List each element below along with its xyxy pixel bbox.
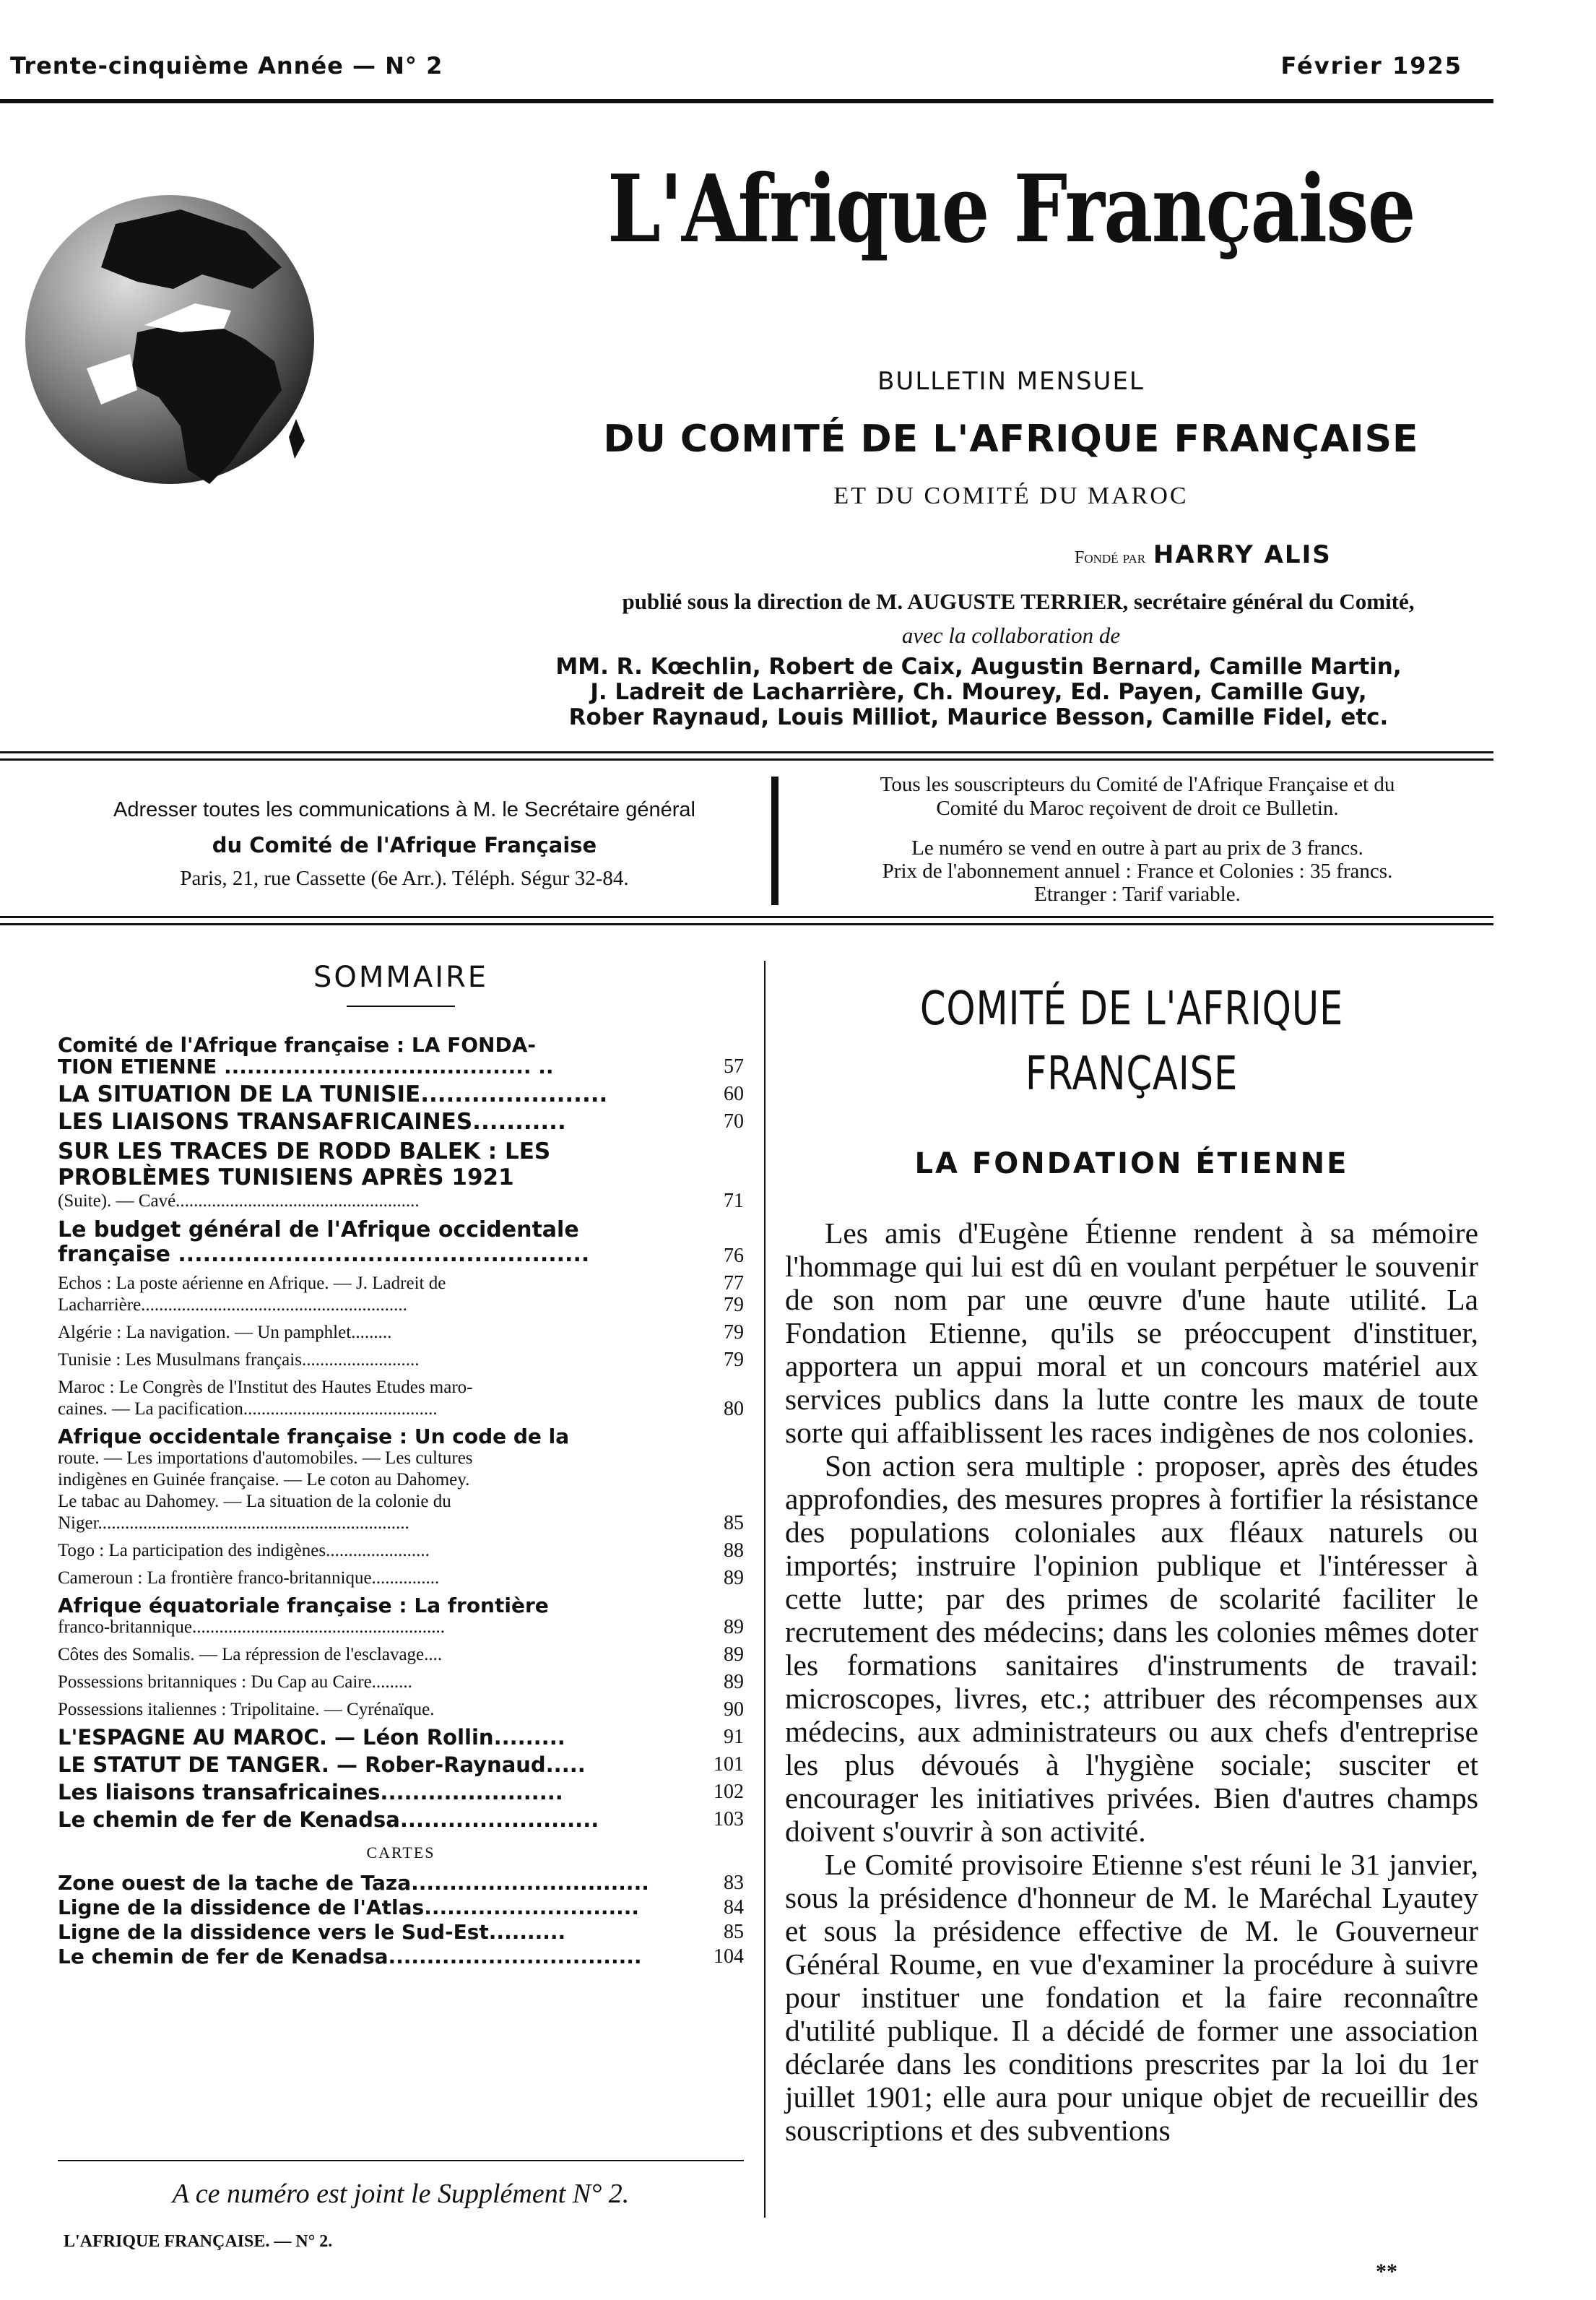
info-rule-2 bbox=[0, 923, 1493, 925]
toc-entry: L'ESPAGNE AU MAROC. — Léon Rollin......... 91 bbox=[58, 1725, 744, 1750]
header-rule-1 bbox=[0, 751, 1493, 753]
toc-entry: LA SITUATION DE LA TUNISIE...................... 60 bbox=[58, 1081, 744, 1107]
info-right-5: Etranger : Tarif variable. bbox=[1034, 883, 1241, 906]
toc-entry: Afrique équatoriale française : La frontière franco-britannique........................................................ 89 bbox=[58, 1594, 744, 1638]
toc-entry: Le chemin de fer de Kenadsa......................... 103 bbox=[58, 1807, 744, 1832]
info-right-4: Prix de l'abonnement annuel : France et Colonies : 35 francs. bbox=[882, 860, 1393, 883]
info-left-3: Paris, 21, rue Cassette (6e Arr.). Téléph. Ségur 32-84. bbox=[180, 867, 629, 890]
toc-entry: SUR LES TRACES DE RODD BALEK : LES PROBLÈMES TUNISIENS APRÈS 1921 (Suite). — Cavé...................................................... 71 bbox=[58, 1138, 744, 1212]
header-rule-2 bbox=[0, 758, 1493, 761]
issue-date: Février 1925 bbox=[1280, 52, 1462, 79]
top-rule bbox=[0, 99, 1493, 103]
paragraph: Son action sera multiple : proposer, après des études approfondies, des mesures propres à fortifier la résistance des populations coloniales aux fléaux naturels ou importés; instruire l'opinion publique et l'intéresser à cette lutte; par des primes de scolarité faciliter le recrutement des médecins; dans les colonies mêmes doter les formations sanitaires d'instruments de travail: microscopes, livres, etc.; attribuer des récompenses aux médecins, aux administrateurs ou aux chefs d'entreprise les plus dévoués à l'hygiène sociale; susciter et encourager les initiatives privées. Bien d'autres champs doivent s'ouvrir à son activité. bbox=[785, 1449, 1478, 1848]
info-right-3: Le numéro se vend en outre à part au prix de 3 francs. bbox=[911, 836, 1363, 860]
paragraph: Les amis d'Eugène Étienne rendent à sa mémoire l'hommage qui lui est dû en voulant perpétuer le souvenir de son nom par une œuvre d'une haute utilité. La Fondation Etienne, qu'ils se préoccupent d'instituer, apportera un appui moral et un concours matériel aux services publics dans la lutte contre les maux de toute sorte qui affaiblissent les races indigènes de nos colonies. bbox=[785, 1216, 1478, 1449]
carte-entry: Zone ouest de la tache de Taza............................... 83 bbox=[58, 1871, 744, 1895]
carte-entry: Ligne de la dissidence vers le Sud-Est.......... 85 bbox=[58, 1920, 744, 1944]
toc-entry: Echos : La poste aérienne en Afrique. — J. Ladreit de 77 bbox=[58, 1272, 744, 1294]
toc-entry: Les liaisons transafricaines....................... 102 bbox=[58, 1780, 744, 1804]
carte-entry: Le chemin de fer de Kenadsa................................. 104 bbox=[58, 1945, 744, 1968]
info-right-1: Tous les souscripteurs du Comité de l'Afrique Française et du bbox=[880, 773, 1395, 796]
direction-line: publié sous la direction de M. AUGUSTE TERRIER, secrétaire général du Comité, bbox=[622, 589, 1415, 614]
toc-entry: Afrique occidentale française : Un code de la route. — Les importations d'automobiles. — Les cultures indigènes en Guinée française. — Le coton au Dahomey. Le tabac au Dahomey. — La situation de la colonie du Niger..................................................................... 85 bbox=[58, 1424, 744, 1534]
toc-entry: LE STATUT DE TANGER. — Rober-Raynaud..... 101 bbox=[58, 1752, 744, 1777]
sommaire-underline bbox=[347, 1006, 455, 1007]
globe-illustration bbox=[14, 181, 318, 498]
sommaire-list bbox=[58, 1034, 744, 1971]
issue-number: Trente-cinquième Année — N° 2 bbox=[10, 52, 443, 79]
page-footer: L'AFRIQUE FRANÇAISE. — N° 2. bbox=[64, 2232, 333, 2251]
info-left-1: Adresser toutes les communications à M. le Secrétaire général bbox=[113, 798, 695, 821]
toc-entry: Possessions britanniques : Du Cap au Caire......... 89 bbox=[58, 1671, 744, 1693]
column-divider bbox=[764, 961, 766, 2218]
sommaire-end-rule bbox=[58, 2160, 744, 2161]
masthead-title: L'Afrique Française bbox=[607, 155, 1415, 264]
section-title: COMITÉ DE L'AFRIQUE FRANÇAISE bbox=[919, 982, 1344, 1101]
toc-entry: LES LIAISONS TRANSAFRICAINES........... 70 bbox=[58, 1109, 744, 1135]
supplement-note: A ce numéro est joint le Supplément N° 2. bbox=[172, 2179, 630, 2209]
comite-maroc: ET DU COMITÉ DU MAROC bbox=[833, 483, 1189, 509]
toc-entry: Algérie : La navigation. — Un pamphlet......... 79 bbox=[58, 1321, 744, 1344]
article-body bbox=[785, 1216, 1478, 2147]
carte-entry: Ligne de la dissidence de l'Atlas............................ 84 bbox=[58, 1895, 744, 1919]
collaboration-label: avec la collaboration de bbox=[901, 623, 1121, 648]
paragraph: Le Comité provisoire Etienne s'est réuni le 31 janvier, sous la présidence d'honneur de M. le Maréchal Lyautey et sous la présidence effective de M. le Gouverneur Général Roume, en vue d'examiner la procédure à suivre pour instituer une fondation et la faire reconnaître d'utilité publique. Il a décidé de former une association déclarée dans les conditions prescrites par la loi du 1er juillet 1901; elle aura pour unique objet de recueillir des souscriptions et des subventions bbox=[785, 1848, 1478, 2147]
founder-name: HARRY ALIS bbox=[1153, 540, 1332, 569]
toc-entry: Cameroun : La frontière franco-britannique............... 89 bbox=[58, 1567, 744, 1589]
comite-title: DU COMITÉ DE L'AFRIQUE FRANÇAISE bbox=[603, 418, 1419, 461]
founded-label: Fondé par bbox=[1075, 548, 1146, 567]
toc-entry: Comité de l'Afrique française : LA FONDA- TION ETIENNE ........................................ .. 57 bbox=[58, 1033, 744, 1078]
bulletin-mensuel: BULLETIN MENSUEL bbox=[877, 367, 1145, 396]
article-title: LA FONDATION ÉTIENNE bbox=[914, 1147, 1349, 1180]
collaborators-line-3: Rober Raynaud, Louis Milliot, Maurice Besson, Camille Fidel, etc. bbox=[568, 704, 1389, 730]
info-divider bbox=[771, 777, 779, 905]
toc-entry: Lacharrière........................................................... 79 bbox=[58, 1294, 744, 1316]
founded-by bbox=[1075, 540, 1332, 569]
toc-entry: Le budget général de l'Afrique occidentale française .................................................. 76 bbox=[58, 1217, 744, 1267]
sommaire-heading: SOMMAIRE bbox=[313, 961, 489, 994]
info-rule-1 bbox=[0, 916, 1493, 918]
toc-entry: Côtes des Somalis. — La répression de l'esclavage.... 89 bbox=[58, 1643, 744, 1666]
toc-entry: Maroc : Le Congrès de l'Institut des Hautes Etudes maro- caines. — La pacification........................................... 80 bbox=[58, 1378, 744, 1420]
info-right-2: Comité du Maroc reçoivent de droit ce Bulletin. bbox=[936, 797, 1339, 820]
toc-entry: Possessions italiennes : Tripolitaine. — Cyrénaïque. 90 bbox=[58, 1698, 744, 1721]
toc-entry: Tunisie : Les Musulmans français.......................... 79 bbox=[58, 1349, 744, 1371]
collaborators-line-2: J. Ladreit de Lacharrière, Ch. Mourey, Ed. Payen, Camille Guy, bbox=[590, 679, 1367, 705]
collaborators-line-1: MM. R. Kœchlin, Robert de Caix, Augustin Bernard, Camille Martin, bbox=[555, 654, 1402, 680]
cartes-heading: CARTES bbox=[366, 1843, 435, 1862]
signature-mark: ** bbox=[1376, 2260, 1397, 2283]
info-left-2: du Comité de l'Afrique Française bbox=[212, 833, 597, 857]
toc-entry: Togo : La participation des indigènes....................... 88 bbox=[58, 1539, 744, 1562]
